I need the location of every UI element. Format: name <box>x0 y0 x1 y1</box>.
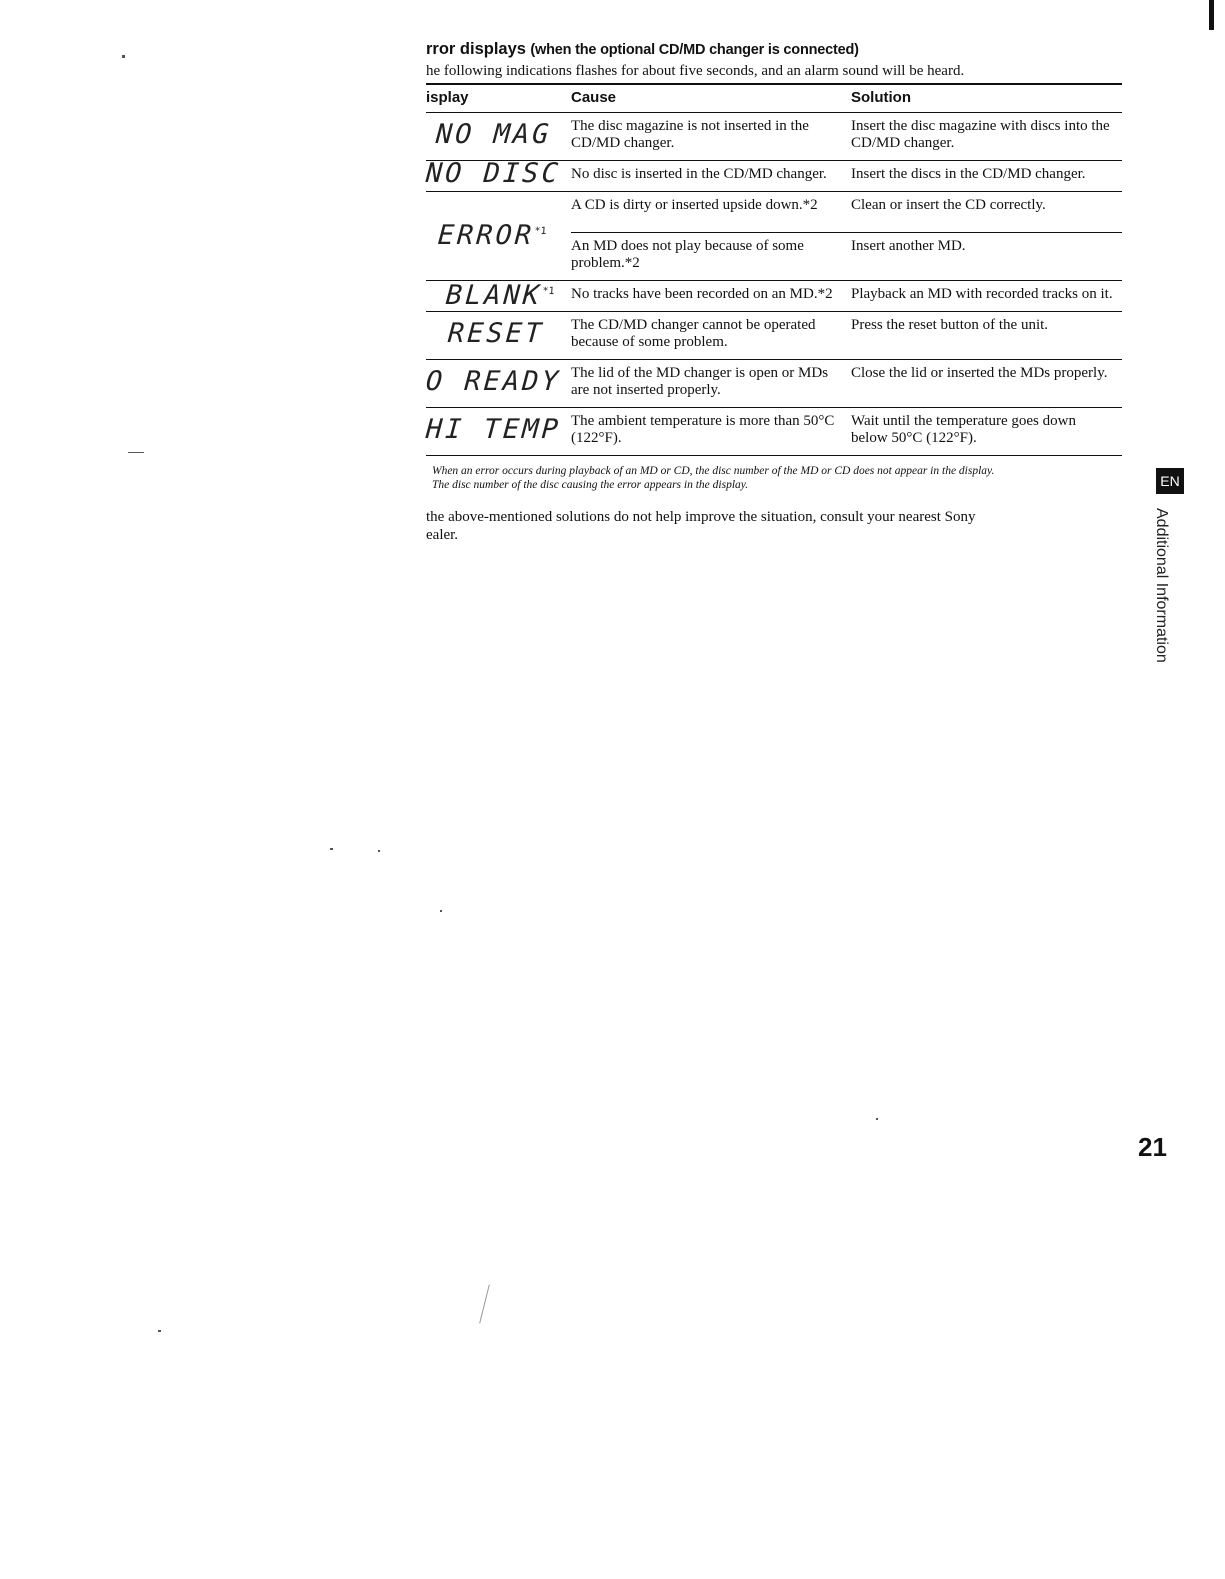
solution-cell: Wait until the temperature goes down below 50°C (122°F). <box>851 408 1122 456</box>
cause-cell: No disc is inserted in the CD/MD changer. <box>571 161 851 192</box>
lcd-indicator: NO DISC <box>424 158 562 189</box>
solution-cell: Clean or insert the CD correctly. <box>851 192 1122 233</box>
solution-cell: Insert the discs in the CD/MD changer. <box>851 161 1122 192</box>
cause-cell: The lid of the MD changer is open or MDs are not inserted properly. <box>571 360 851 408</box>
language-tab: EN <box>1156 468 1184 494</box>
cause-cell: The CD/MD changer cannot be operated because of some problem. <box>571 312 851 360</box>
section-title-sub: (when the optional CD/MD changer is connected) <box>530 42 859 58</box>
scan-speck <box>158 1330 161 1332</box>
lcd-indicator <box>425 280 555 311</box>
cause-cell: The ambient temperature is more than 50°C (122°F). <box>571 408 851 456</box>
footnote-line-2: The disc number of the disc causing the error appears in the display. <box>432 479 749 491</box>
closing-line-1: the above-mentioned solutions do not help improve the situation, consult your nearest Sony <box>426 509 976 525</box>
header-solution: Solution <box>851 84 1122 113</box>
display-cell <box>424 158 571 192</box>
display-cell <box>426 360 571 408</box>
lcd-indicator: NO MAG <box>434 118 553 150</box>
header-cause: Cause <box>571 84 851 113</box>
footnote-mark: *1 <box>534 226 547 237</box>
display-cell <box>426 113 571 161</box>
manual-page-content <box>426 40 1124 544</box>
header-display: isplay <box>426 84 571 113</box>
footnote <box>432 464 1124 492</box>
table-header-row <box>426 84 1122 113</box>
scan-speck <box>128 452 144 453</box>
lcd-indicator: HI TEMP <box>424 413 562 445</box>
footnote-mark: *1 <box>542 286 555 297</box>
scan-speck <box>378 850 380 852</box>
scan-speck <box>122 55 125 58</box>
table-row <box>426 281 1122 312</box>
table-row <box>426 360 1122 408</box>
lcd-text: BLANK <box>444 280 544 311</box>
solution-cell: Press the reset button of the unit. <box>851 312 1122 360</box>
cause-cell: A CD is dirty or inserted upside down.*2 <box>571 192 851 233</box>
table-row <box>426 408 1122 456</box>
cause-cell: No tracks have been recorded on an MD.*2 <box>571 281 851 312</box>
display-cell <box>426 408 571 456</box>
closing-line-2: ealer. <box>426 527 459 543</box>
section-title-main: rror displays <box>426 40 526 58</box>
page-edge-mark <box>1209 0 1214 30</box>
display-cell <box>426 312 571 360</box>
table-row <box>426 312 1122 360</box>
page-number: 21 <box>1138 1132 1167 1162</box>
scan-speck <box>876 1118 878 1120</box>
lcd-indicator: O READY <box>424 365 562 397</box>
scan-speck <box>440 910 442 912</box>
cause-cell: An MD does not play because of some problem.*2 <box>571 233 851 281</box>
display-cell <box>426 192 571 281</box>
lcd-indicator <box>425 220 547 251</box>
section-title <box>426 40 1124 59</box>
lcd-indicator: RESET <box>446 317 546 349</box>
closing-paragraph <box>426 508 1124 544</box>
scan-speck <box>330 848 333 850</box>
solution-cell: Playback an MD with recorded tracks on it. <box>851 281 1122 312</box>
solution-cell: Insert another MD. <box>851 233 1122 281</box>
table-row <box>426 161 1122 192</box>
error-display-table <box>426 83 1122 456</box>
lcd-text: ERROR <box>436 220 536 251</box>
solution-cell: Insert the disc magazine with discs into the CD/MD changer. <box>851 118 1110 151</box>
section-side-label: Additional Information <box>1153 508 1170 663</box>
cause-cell: The disc magazine is not inserted in the CD/MD changer. <box>571 118 809 151</box>
table-row <box>426 113 1122 161</box>
display-cell <box>426 281 571 312</box>
section-intro: he following indications flashes for about five seconds, and an alarm sound will be heard. <box>426 63 965 79</box>
scan-speck <box>479 1284 490 1323</box>
table-row <box>426 192 1122 233</box>
footnote-line-1: When an error occurs during playback of an MD or CD, the disc number of the MD or CD does not appear in the display. <box>432 465 995 477</box>
solution-cell: Close the lid or inserted the MDs properly. <box>851 360 1122 408</box>
